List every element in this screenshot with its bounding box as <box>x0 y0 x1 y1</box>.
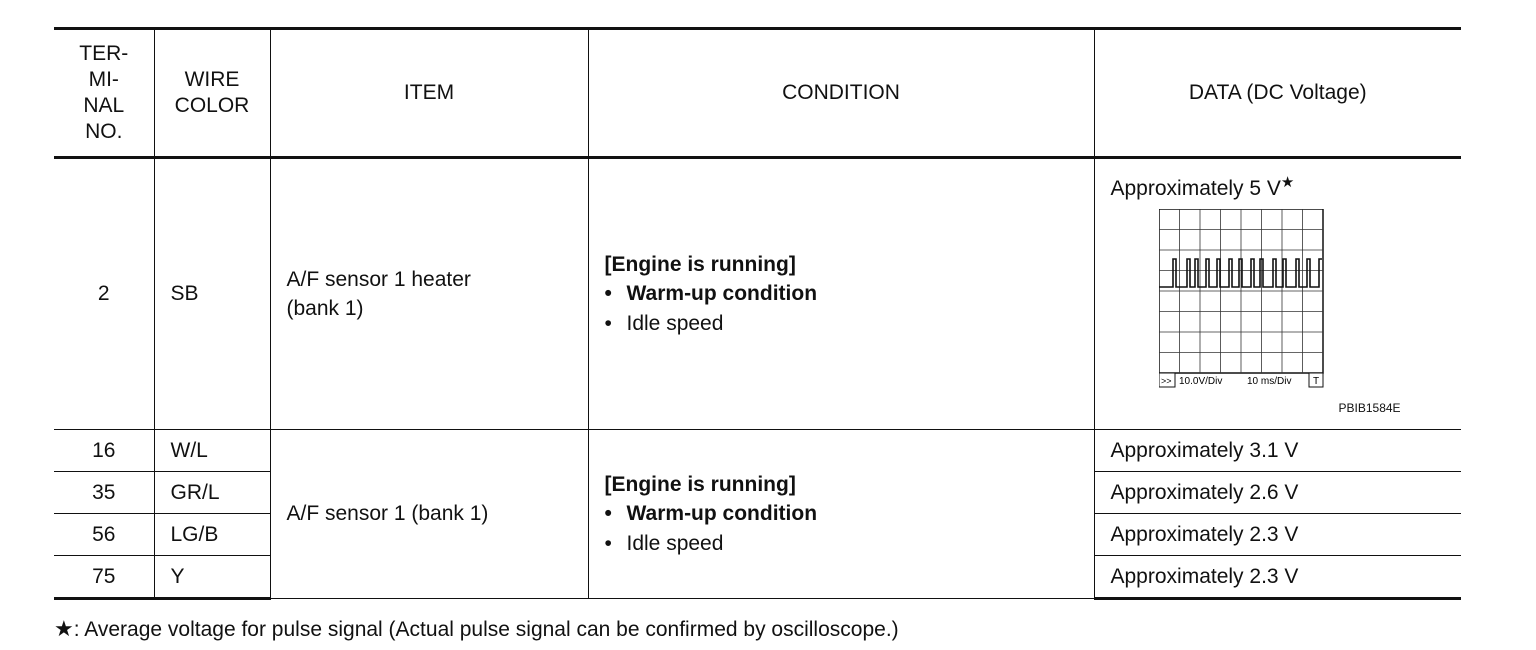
terminal-cell: 35 <box>54 472 154 514</box>
data-cell: Approximately 2.6 V <box>1094 472 1461 514</box>
terminal-cell: 2 <box>54 158 154 430</box>
header-condition: CONDITION <box>588 29 1094 158</box>
data-cell: Approximately 2.3 V <box>1094 514 1461 556</box>
data-cell: Approximately 2.3 V <box>1094 556 1461 599</box>
data-cell <box>1094 158 1461 430</box>
scope-trigger: T <box>1312 376 1319 387</box>
condition-bullet: • Idle speed <box>604 531 724 555</box>
condition-bullet: • Idle speed <box>604 311 724 335</box>
star-icon: ★ <box>1280 174 1295 191</box>
footnote-text: : Average voltage for pulse signal (Actual pulse signal can be confirmed by oscilloscope.) <box>73 618 899 641</box>
scope-volt-div: 10.0V/Div <box>1178 376 1222 387</box>
terminal-cell: 75 <box>54 556 154 599</box>
condition-title: [Engine is running] <box>604 252 796 276</box>
wire-color-cell: Y <box>154 556 270 599</box>
condition-bullet: • Warm-up condition <box>604 282 818 306</box>
oscilloscope-waveform <box>1159 209 1325 389</box>
condition-title: [Engine is running] <box>604 472 796 496</box>
terminal-cell: 16 <box>54 430 154 472</box>
terminal-cell: 56 <box>54 514 154 556</box>
header-data: DATA (DC Voltage) <box>1094 29 1461 158</box>
item-cell: A/F sensor 1 (bank 1) <box>270 430 588 599</box>
wire-color-cell: LG/B <box>154 514 270 556</box>
scope-time-div: 10 ms/Div <box>1246 376 1291 387</box>
condition-cell <box>588 430 1094 599</box>
star-icon: ★ <box>54 616 74 641</box>
scope-marker: >> <box>1160 376 1172 386</box>
header-terminal-no: TER- MI- NAL NO. <box>54 29 154 158</box>
condition-bullet: • Warm-up condition <box>604 502 818 526</box>
item-cell: A/F sensor 1 heater (bank 1) <box>270 158 588 430</box>
data-cell: Approximately 3.1 V <box>1094 430 1461 472</box>
data-value: Approximately 5 V★ <box>1110 174 1295 200</box>
terminal-data-table <box>54 27 1461 600</box>
table-row <box>54 158 1461 430</box>
table-row <box>54 430 1461 472</box>
header-wire-color: WIRE COLOR <box>154 29 270 158</box>
figure-code: PBIB1584E <box>1338 401 1401 415</box>
header-item: ITEM <box>270 29 588 158</box>
footnote <box>54 616 899 642</box>
wire-color-cell: SB <box>154 158 270 430</box>
wire-color-cell: GR/L <box>154 472 270 514</box>
table-header-row <box>54 29 1461 158</box>
condition-cell <box>588 158 1094 430</box>
wire-color-cell: W/L <box>154 430 270 472</box>
